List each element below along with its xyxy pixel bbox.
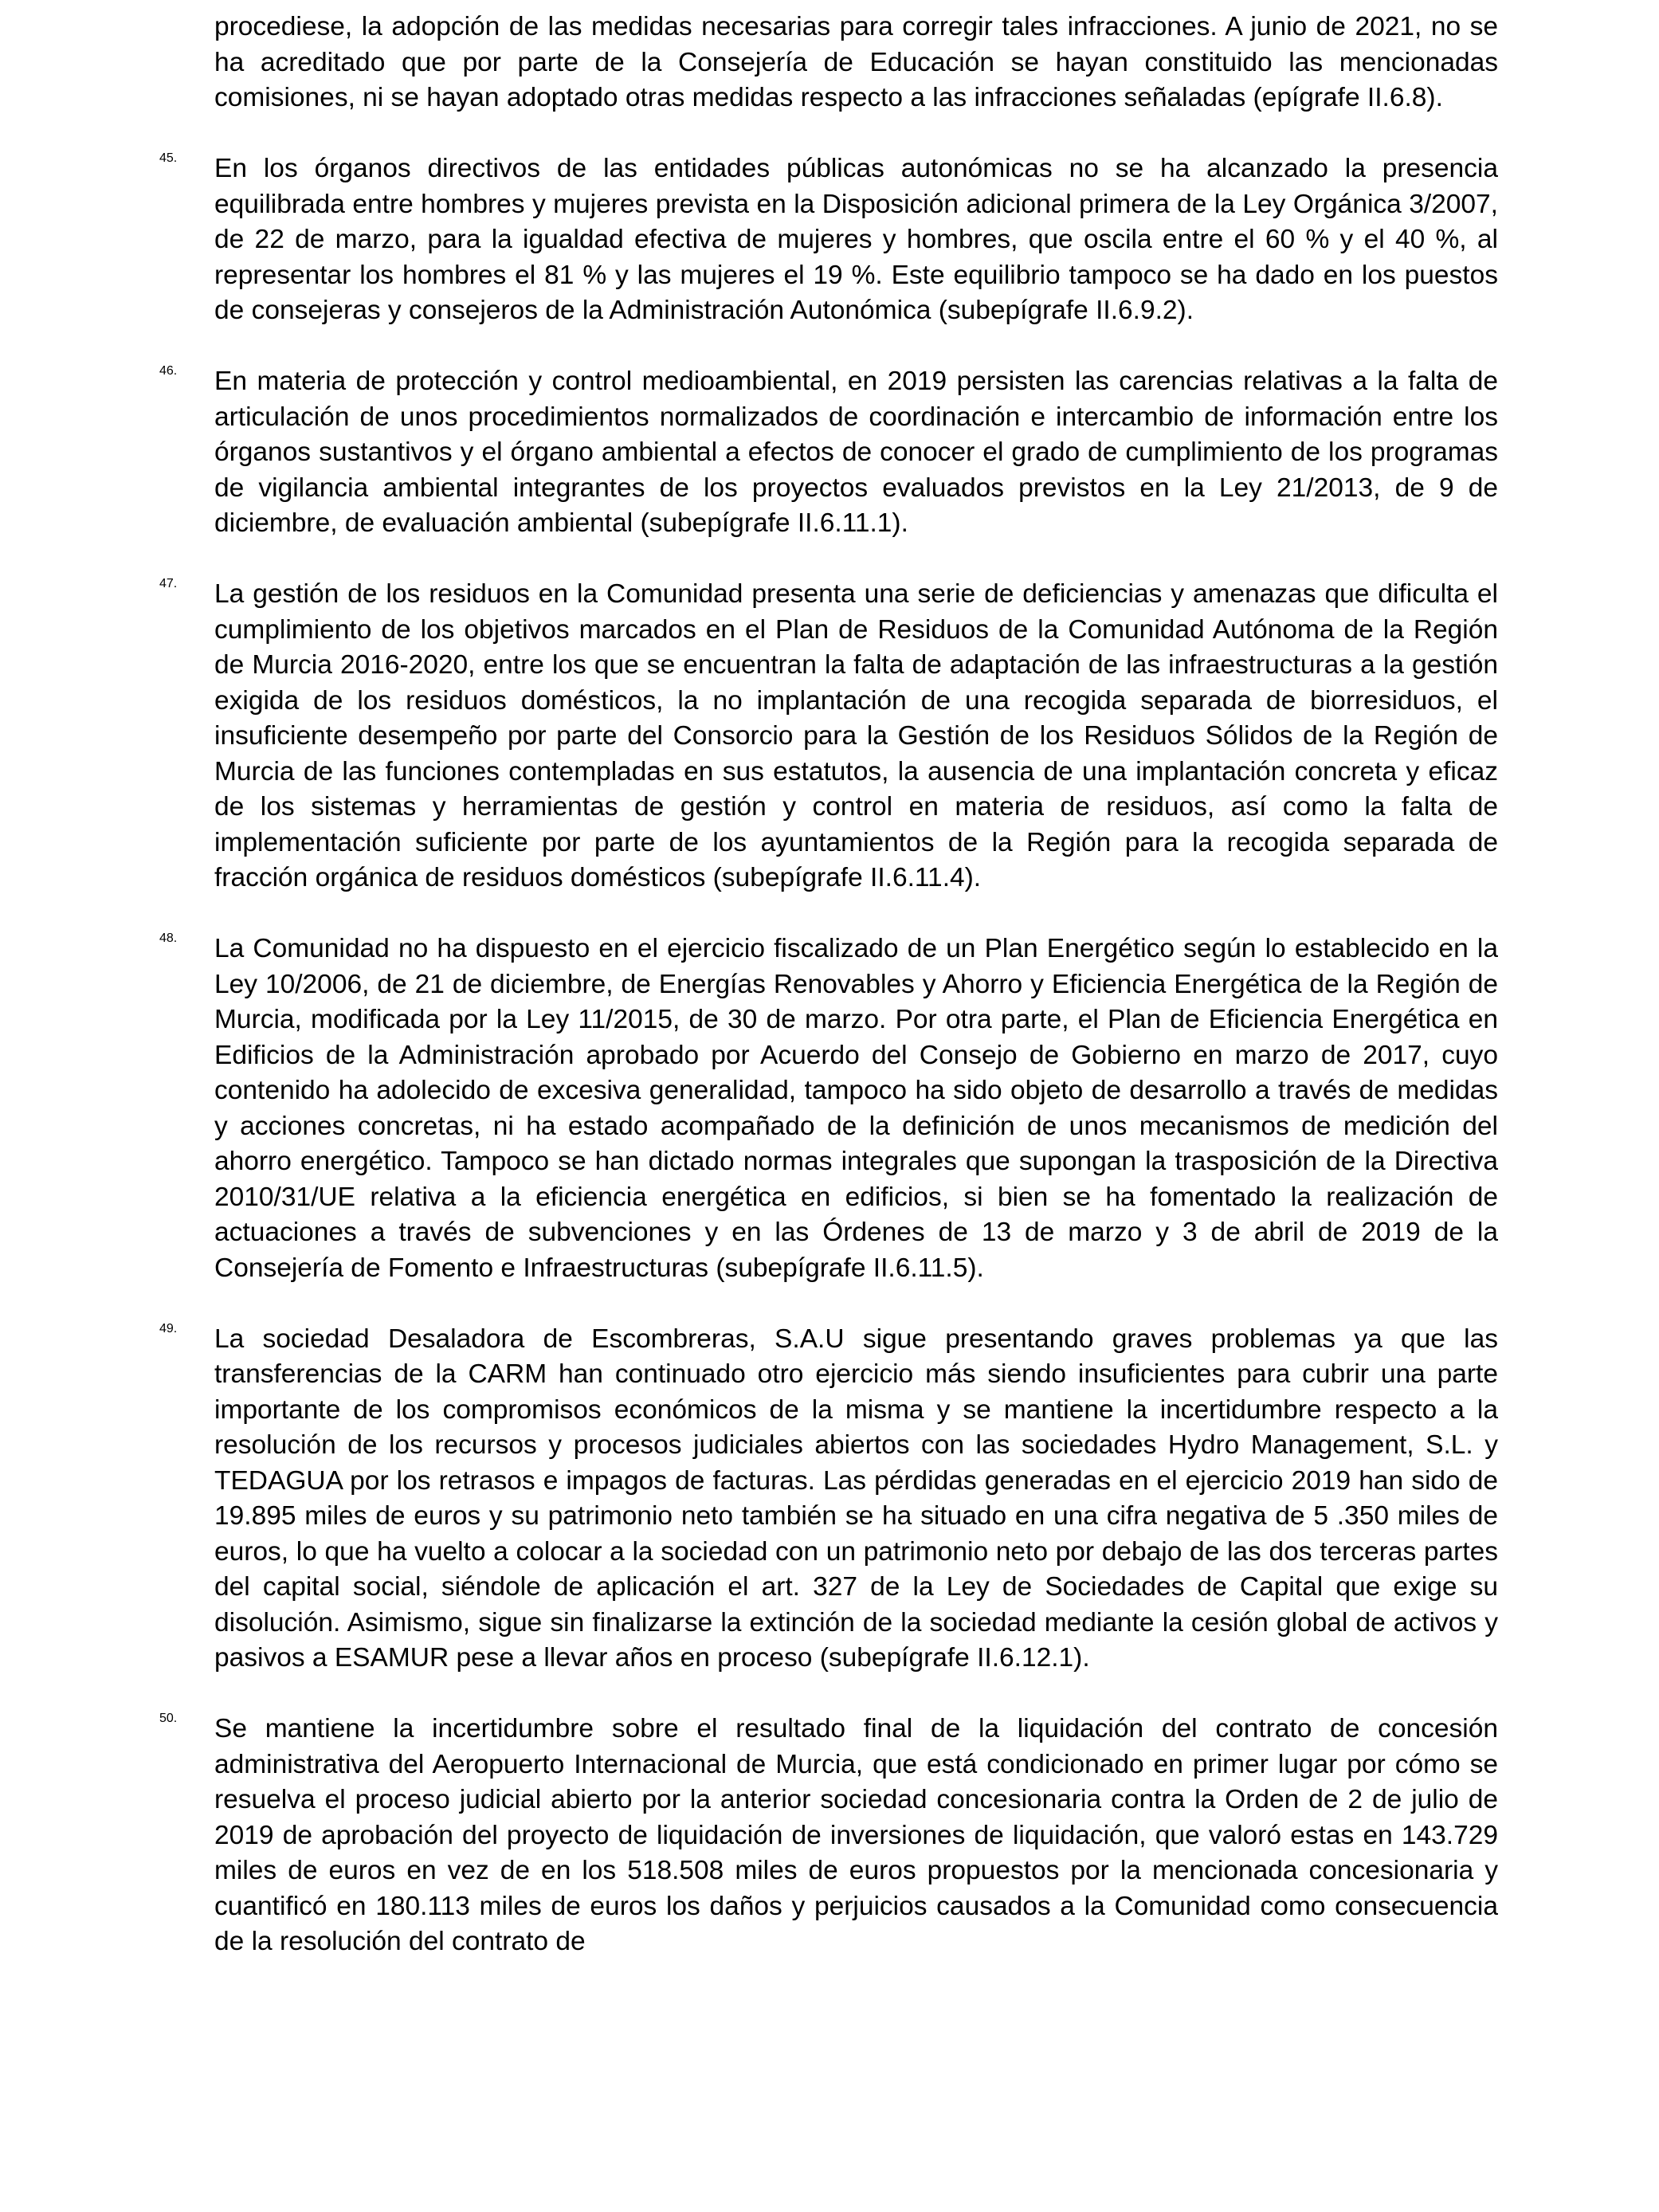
document-body — [159, 10, 1498, 1960]
list-item-48 — [159, 931, 1498, 1286]
item-number: 50. — [159, 1712, 178, 1725]
item-number: 48. — [159, 931, 178, 945]
list-item-50 — [159, 1712, 1498, 1960]
continuation-paragraph: procediese, la adopción de las medidas necesarias para corregir tales infracciones. A junio de 2021, no se ha acreditado que por parte de la Consejería de Educación se hayan constituido las mencionadas comisiones, ni se hayan adoptado otras medidas respecto a las infracciones señaladas (epígrafe II.6.8). — [214, 12, 1498, 112]
list-item-45 — [159, 151, 1498, 329]
item-text: En materia de protección y control medioambiental, en 2019 persisten las carencias relativas a la falta de articulación de unos procedimientos normalizados de coordinación e intercambio de información entre los órganos sustantivos y el órgano ambiental a efectos de conocer el grado de cumplimiento de los programas de vigilancia ambiental integrantes de los proyectos evaluados previstos en la Ley 21/2013, de 9 de diciembre, de evaluación ambiental (subepígrafe II.6.11.1). — [214, 367, 1498, 538]
item-text: Se mantiene la incertidumbre sobre el resultado final de la liquidación del contrato de concesión administrativa del Aeropuerto Internacional de Murcia, que está condicionado en primer lugar por cómo se resuelva el proceso judicial abierto por la anterior sociedad concesionaria contra la Orden de 2 de julio de 2019 de aprobación del proyecto de liquidación de inversiones de liquidación, que valoró estas en 143.729 miles de euros en vez de en los 518.508 miles de euros propuestos por la mencionada concesionaria y cuantificó en 180.113 miles de euros los daños y perjuicios causados a la Comunidad como consecuencia de la resolución del contrato de — [214, 1714, 1498, 1956]
item-number: 45. — [159, 151, 178, 165]
item-number: 46. — [159, 364, 178, 378]
item-number: 49. — [159, 1321, 178, 1335]
list-item-47 — [159, 577, 1498, 896]
item-text: La gestión de los residuos en la Comunidad presenta una serie de deficiencias y amenazas que dificulta el cumplimiento de los objetivos marcados en el Plan de Residuos de la Comunidad Autónoma de la Región de Murcia 2016-2020, entre los que se encuentran la falta de adaptación de las infraestructuras a la gestión exigida de los residuos domésticos, la no implantación de una recogida separada de biorresiduos, el insuficiente desempeño por parte del Consorcio para la Gestión de los Residuos Sólidos de la Región de Murcia de las funciones contempladas en sus estatutos, la ausencia de una implantación concreta y eficaz de los sistemas y herramientas de gestión y control en materia de residuos, así como la falta de implementación suficiente por parte de los ayuntamientos de la Región para la recogida separada de fracción orgánica de residuos domésticos (subepígrafe II.6.11.4). — [214, 579, 1498, 892]
item-text: La sociedad Desaladora de Escombreras, S.A.U sigue presentando graves problemas ya que las transferencias de la CARM han continuado otro ejercicio más siendo insuficientes para cubrir una parte importante de los compromisos económicos de la misma y se mantiene la incertidumbre respecto a la resolución de los recursos y procesos judiciales abiertos con las sociedades Hydro Management, S.L. y TEDAGUA por los retrasos e impagos de facturas. Las pérdidas generadas en el ejercicio 2019 han sido de 19.895 miles de euros y su patrimonio neto también se ha situado en una cifra negativa de 5 .350 miles de euros, lo que ha vuelto a colocar a la sociedad con un patrimonio neto por debajo de las dos terceras partes del capital social, siéndole de aplicación el art. 327 de la Ley de Sociedades de Capital que exige su disolución. Asimismo, sigue sin finalizarse la extinción de la sociedad mediante la cesión global de activos y pasivos a ESAMUR pese a llevar años en proceso (subepígrafe II.6.12.1). — [214, 1324, 1498, 1673]
item-text: En los órganos directivos de las entidades públicas autonómicas no se ha alcanzado la presencia equilibrada entre hombres y mujeres prevista en la Disposición adicional primera de la Ley Orgánica 3/2007, de 22 de marzo, para la igualdad efectiva de mujeres y hombres, que oscila entre el 60 % y el 40 %, al representar los hombres el 81 % y las mujeres el 19 %. Este equilibrio tampoco se ha dado en los puestos de consejeras y consejeros de la Administración Autonómica (subepígrafe II.6.9.2). — [214, 154, 1498, 325]
list-item-46 — [159, 364, 1498, 542]
item-text: La Comunidad no ha dispuesto en el ejercicio fiscalizado de un Plan Energético según lo establecido en la Ley 10/2006, de 21 de diciembre, de Energías Renovables y Ahorro y Eficiencia Energética de la Región de Murcia, modificada por la Ley 11/2015, de 30 de marzo. Por otra parte, el Plan de Eficiencia Energética en Edificios de la Administración aprobado por Acuerdo del Consejo de Gobierno en marzo de 2017, cuyo contenido ha adolecido de excesiva generalidad, tampoco ha sido objeto de desarrollo a través de medidas y acciones concretas, ni ha estado acompañado de la definición de unos mecanismos de medición del ahorro energético. Tampoco se han dictado normas integrales que supongan la trasposición de la Directiva 2010/31/UE relativa a la eficiencia energética en edificios, si bien se ha fomentado la realización de actuaciones a través de subvenciones y en las Órdenes de 13 de marzo y 3 de abril de 2019 de la Consejería de Fomento e Infraestructuras (subepígrafe II.6.11.5). — [214, 934, 1498, 1283]
list-item-49 — [159, 1322, 1498, 1677]
item-number: 47. — [159, 577, 178, 590]
